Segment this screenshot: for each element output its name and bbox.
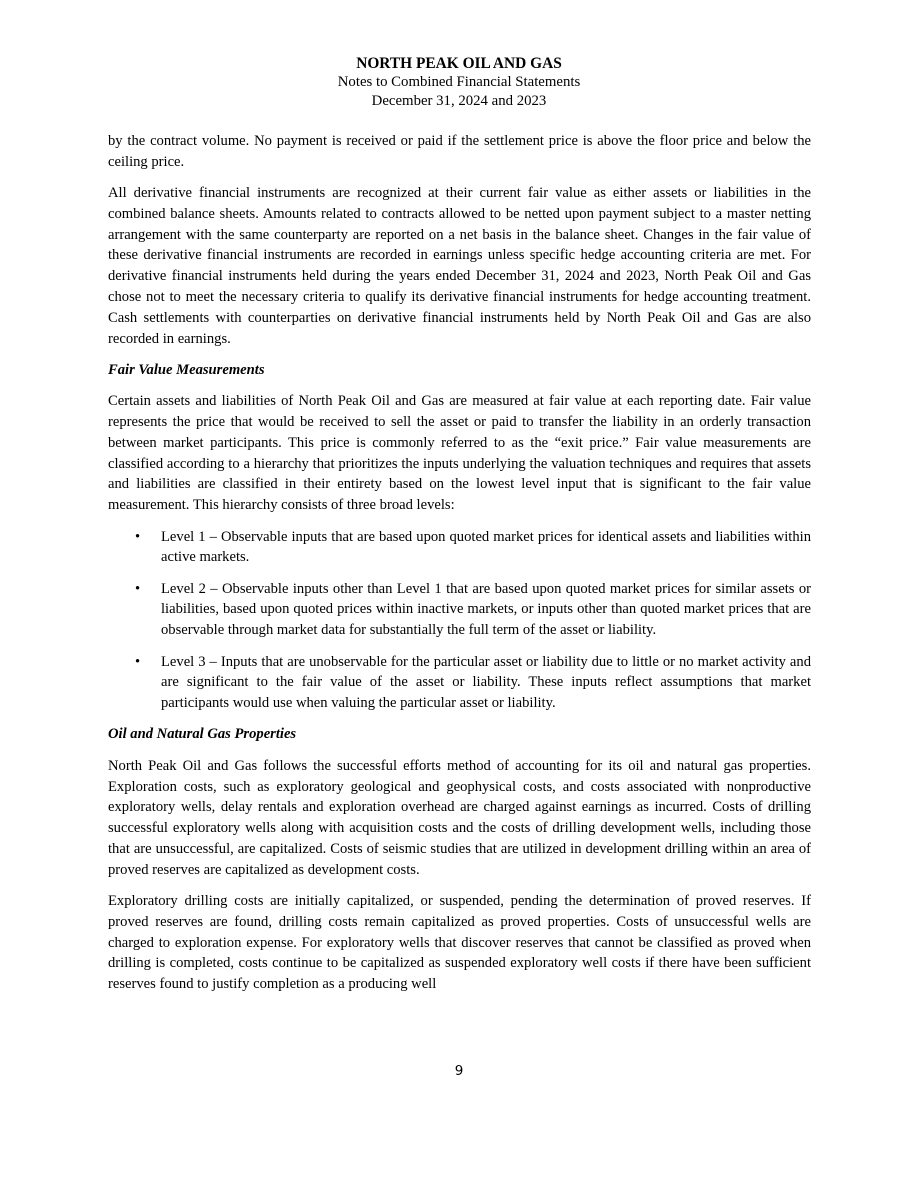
page-body (108, 131, 811, 1005)
bullet-icon: • (135, 580, 141, 597)
list-item-level-2 (108, 579, 811, 641)
list-item-text: Level 3 – Inputs that are unobservable for the particular asset or liability due to little or no market activity and are significant to the fair value of the asset or liability. These inputs reflect assumptions that market participants would use when valuing the particular asset or liability. (161, 653, 811, 712)
statement-date: December 31, 2024 and 2023 (371, 93, 547, 109)
paragraph-fair-value: Certain assets and liabilities of North Peak Oil and Gas are measured at fair value at each reporting date. Fair value represents the price that would be received to sell the asset or paid to transfer the liability in an orderly transaction between market participants. This price is commonly referred to as the “exit price.” Fair value measurements are classified according to a hierarchy that prioritizes the inputs underlying the valuation techniques and requires that assets and liabilities are classified in their entirety based on the lowest level input that is significant to the fair value measurement. This hierarchy consists of three broad levels: (108, 393, 811, 514)
list-item-level-3 (108, 652, 811, 714)
section-heading-fair-value: Fair Value Measurements (108, 361, 265, 378)
statement-title: Notes to Combined Financial Statements (337, 74, 581, 90)
section-heading-oil-gas-properties: Oil and Natural Gas Properties (108, 726, 297, 743)
paragraph-exploratory-drilling: Exploratory drilling costs are initially capitalized, or suspended, pending the determination of proved reserves. If proved reserves are found, drilling costs remain capitalized as proved properties. Costs of unsuccessful wells are charged to exploration expense. For exploratory wells that discover reserves that cannot be classified as proved when drilling is completed, costs continue to be capitalized as suspended exploratory well costs if there have been sufficient reserves found to justify completion as a producing well (108, 893, 811, 993)
paragraph-derivatives: All derivative financial instruments are recognized at their current fair value as either assets or liabilities in the combined balance sheets. Amounts related to contracts allowed to be netted upon payment subject to a master netting arrangement with the same counterparty are reported on a net basis in the balance sheet. Changes in the fair value of these derivative financial instruments are recorded in earnings unless specific hedge accounting criteria are met. For derivative financial instruments held during the years ended December 31, 2024 and 2023, North Peak Oil and Gas chose not to meet the necessary criteria to qualify its derivative financial instruments for hedge accounting treatment. Cash settlements with counterparties on derivative financial instruments held by North Peak Oil and Gas are also recorded in earnings. (108, 185, 811, 347)
bullet-icon: • (135, 653, 141, 670)
list-item-level-1 (108, 527, 811, 569)
list-item-text: Level 1 – Observable inputs that are based upon quoted market prices for identical assets and liabilities within active markets. (161, 528, 811, 566)
list-item-text: Level 2 – Observable inputs other than Level 1 that are based upon quoted market prices for similar assets or liabilities, based upon quoted prices within inactive markets, or inputs other than quoted market prices that are observable through market data for substantially the full term of the asset or liability. (161, 580, 811, 639)
company-name: NORTH PEAK OIL AND GAS (356, 55, 562, 72)
paragraph-successful-efforts: North Peak Oil and Gas follows the successful efforts method of accounting for its oil and natural gas properties. Exploration costs, such as exploratory geological and geophysical costs, and costs associated with nonproductive exploratory wells, delay rentals and exploration overhead are charged against earnings as incurred. Costs of drilling successful exploratory wells along with acquisition costs and the costs of drilling development wells, including those that are unsuccessful, are capitalized. Costs of seismic studies that are utilized in development drilling within an area of proved reserves are capitalized as development costs. (108, 757, 811, 878)
page-number: 9 (454, 1063, 464, 1079)
page-header (0, 54, 918, 111)
paragraph-continuation: by the contract volume. No payment is received or paid if the settlement price is above the floor price and below the ceiling price. (108, 133, 811, 170)
bullet-icon: • (135, 528, 141, 545)
fair-value-levels-list (108, 527, 811, 714)
